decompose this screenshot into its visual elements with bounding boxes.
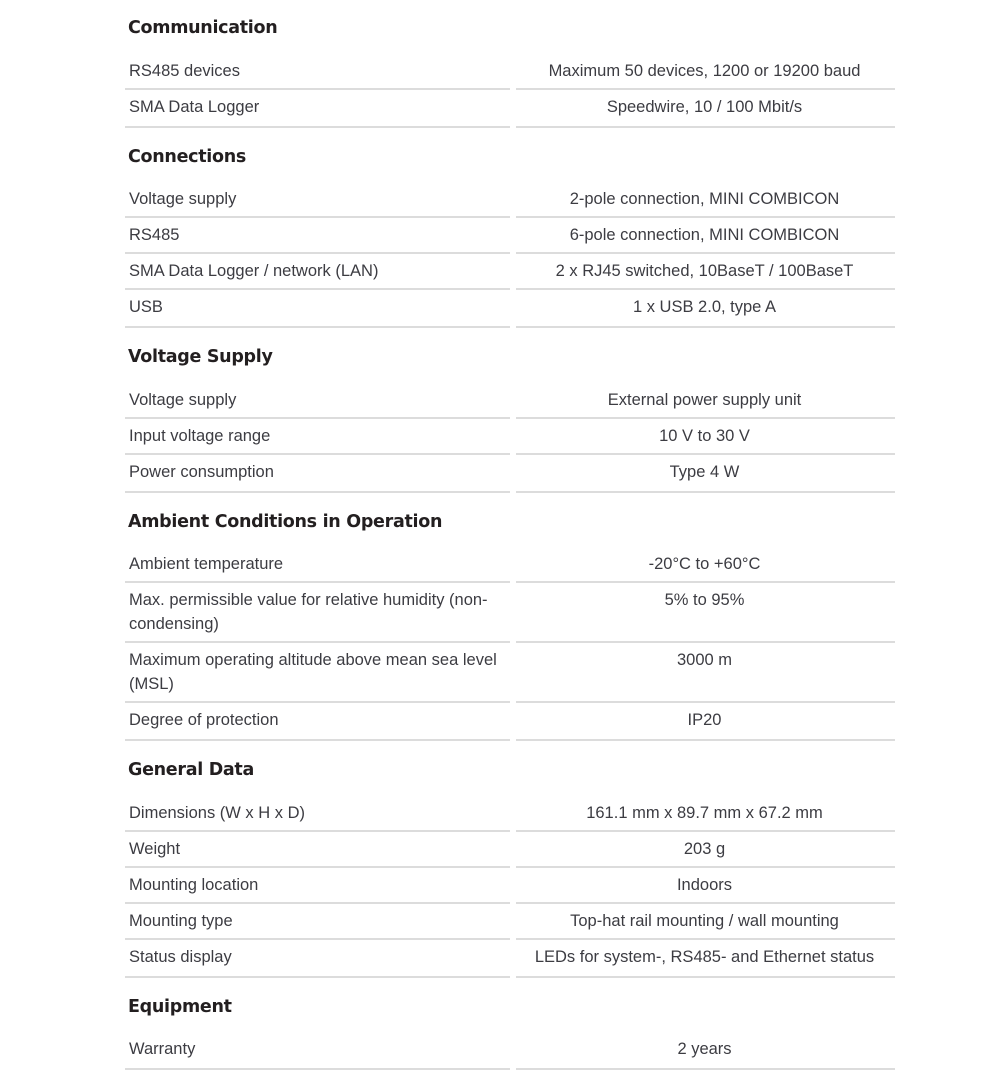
table-row [125,1032,895,1066]
spec-label: SMA Data Logger / network (LAN) [125,254,510,288]
table-row [125,701,895,737]
spec-label: Warranty [125,1032,510,1066]
spec-label: Mounting type [125,904,510,938]
spec-label: Power consumption [125,455,510,489]
spec-value: IP20 [510,703,895,737]
table-row [125,417,895,453]
table-row [125,902,895,938]
section-heading: Ambient Conditions in Operation [125,514,895,532]
table-row [125,547,895,581]
spec-section [125,20,895,128]
spec-value: -20°C to +60°C [510,547,895,581]
spec-row-group [125,54,895,128]
spec-label: Mounting location [125,868,510,902]
spec-label: SMA Data Logger [125,90,510,124]
spec-row-group [125,383,895,493]
spec-value: 161.1 mm x 89.7 mm x 67.2 mm [510,796,895,830]
spec-row-group [125,547,895,741]
table-row [125,830,895,866]
spec-label: Ambient temperature [125,547,510,581]
spec-section [125,149,895,329]
spec-value: 1 x USB 2.0, type A [510,290,895,324]
table-row [125,641,895,701]
spec-value: 6-pole connection, MINI COMBICON [510,218,895,252]
spec-section [125,999,895,1070]
spec-label: Degree of protection [125,703,510,737]
spec-section [125,349,895,493]
spec-label: Maximum operating altitude above mean sea level (MSL) [125,643,510,701]
spec-value: 3000 m [510,643,895,701]
spec-label: RS485 devices [125,54,510,88]
table-row [125,866,895,902]
spec-section [125,762,895,978]
table-row [125,938,895,974]
table-row [125,182,895,216]
spec-label: Dimensions (W x H x D) [125,796,510,830]
spec-label: USB [125,290,510,324]
spec-label: RS485 [125,218,510,252]
spec-value: 203 g [510,832,895,866]
table-row [125,581,895,641]
spec-value: Type 4 W [510,455,895,489]
spec-label: Voltage supply [125,182,510,216]
spec-row-group [125,1032,895,1070]
spec-value: Speedwire, 10 / 100 Mbit/s [510,90,895,124]
spec-label: Voltage supply [125,383,510,417]
section-heading: Voltage Supply [125,349,895,367]
table-row [125,796,895,830]
spec-row-group [125,182,895,328]
table-row [125,88,895,124]
table-row [125,383,895,417]
spec-value: Top-hat rail mounting / wall mounting [510,904,895,938]
spec-value: LEDs for system-, RS485- and Ethernet status [510,940,895,974]
table-row [125,54,895,88]
section-heading: Connections [125,149,895,167]
spec-label: Input voltage range [125,419,510,453]
spec-value: 2 years [510,1032,895,1066]
spec-value: 5% to 95% [510,583,895,641]
spec-row-group [125,796,895,978]
spec-value: 2-pole connection, MINI COMBICON [510,182,895,216]
section-heading: Communication [125,20,895,38]
section-heading: General Data [125,762,895,780]
table-row [125,288,895,324]
spec-section [125,514,895,742]
spec-value: External power supply unit [510,383,895,417]
spec-value: 10 V to 30 V [510,419,895,453]
table-row [125,216,895,252]
spec-value: 2 x RJ45 switched, 10BaseT / 100BaseT [510,254,895,288]
spec-label: Max. permissible value for relative humidity (non-condensing) [125,583,510,641]
section-heading: Equipment [125,999,895,1017]
specification-table [125,0,895,1070]
table-row [125,453,895,489]
spec-value: Maximum 50 devices, 1200 or 19200 baud [510,54,895,88]
spec-label: Status display [125,940,510,974]
spec-value: Indoors [510,868,895,902]
spec-label: Weight [125,832,510,866]
table-row [125,252,895,288]
